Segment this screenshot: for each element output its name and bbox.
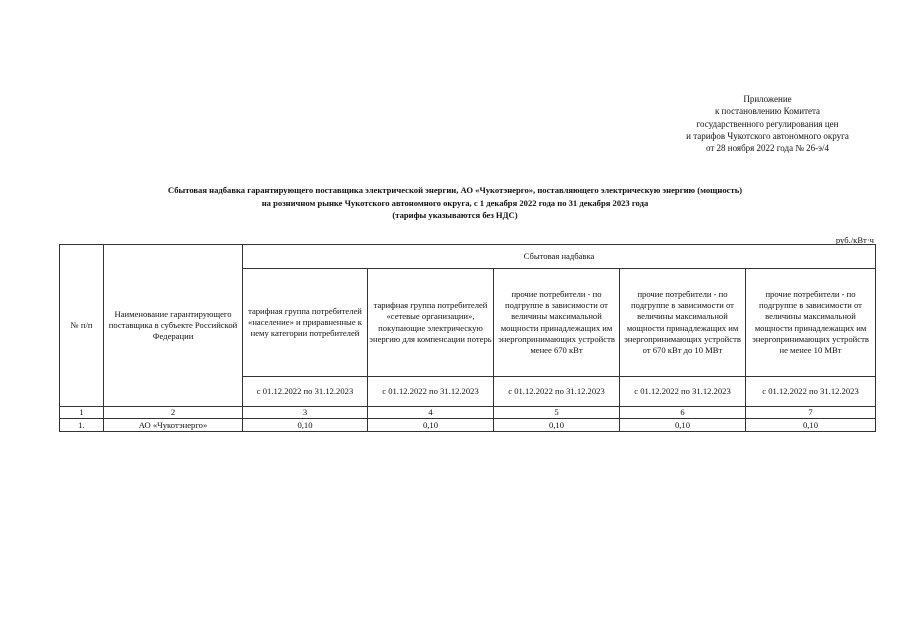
title-line: Сбытовая надбавка гарантирующего поставщика электрической энергии, АО «Чукотэнерго», поставляющего электрическую энергию (мощность) [167,185,743,195]
row-value: 0,10 [243,419,368,432]
document-title [40,184,870,222]
row-value: 0,10 [620,419,746,432]
column-number: 5 [494,407,620,419]
column-number: 1 [60,407,104,419]
column-number: 4 [368,407,494,419]
appendix-block [640,93,895,154]
appendix-line: от 28 ноября 2022 года № 26-э/4 [705,143,830,154]
header-period: с 01.12.2022 по 31.12.2023 [243,377,368,407]
row-value: 0,10 [368,419,494,432]
header-period: с 01.12.2022 по 31.12.2023 [494,377,620,407]
row-supplier-name: АО «Чукотэнерго» [104,419,243,432]
appendix-line: и тарифов Чукотского автономного округа [686,130,849,141]
column-number: 2 [104,407,243,419]
column-number: 3 [243,407,368,419]
row-value: 0,10 [746,419,876,432]
header-group-under-670kw: прочие потребители - по подгруппе в зависимости от величины максимальной мощности принадлежащих им энергопринимающих устройств менее 670 кВт [494,269,620,377]
header-supplier-name: Наименование гарантирующего поставщика в субъекте Российской Федерации [104,245,243,407]
column-number: 6 [620,407,746,419]
appendix-line: к постановлению Комитета [714,106,821,117]
row-number: 1. [60,419,104,432]
header-group-network: тарифная группа потребителей «сетевые организации», покупающие электрическую энергию для компенсации потерь [368,269,494,377]
header-number: № п/п [60,245,104,407]
table-row [60,419,876,432]
header-group-over-10mw: прочие потребители - по подгруппе в зависимости от величины максимальной мощности принадлежащих им энергопринимающих устройств не менее 10 МВт [746,269,876,377]
tariff-table [59,244,876,432]
title-line: (тарифы указываются без НДС) [392,210,518,220]
appendix-line: Приложение [743,94,792,104]
column-number-row [60,407,876,419]
header-period: с 01.12.2022 по 31.12.2023 [746,377,876,407]
unit-label: руб./кВт·ч [835,235,874,245]
title-line: на розничном рынке Чукотского автономного округа, с 1 декабря 2022 года по 31 декабря 2023 года [261,197,649,208]
column-number: 7 [746,407,876,419]
header-period: с 01.12.2022 по 31.12.2023 [620,377,746,407]
appendix-line: государственного регулирования цен [696,118,839,129]
header-period: с 01.12.2022 по 31.12.2023 [368,377,494,407]
header-group-population: тарифная группа потребителей «население» и приравненные к нему категории потребителей [243,269,368,377]
header-sales-markup: Сбытовая надбавка [243,245,876,269]
row-value: 0,10 [494,419,620,432]
header-group-670kw-10mw: прочие потребители - по подгруппе в зависимости от величины максимальной мощности принадлежащих им энергопринимающих устройств от 670 кВт до 10 МВт [620,269,746,377]
